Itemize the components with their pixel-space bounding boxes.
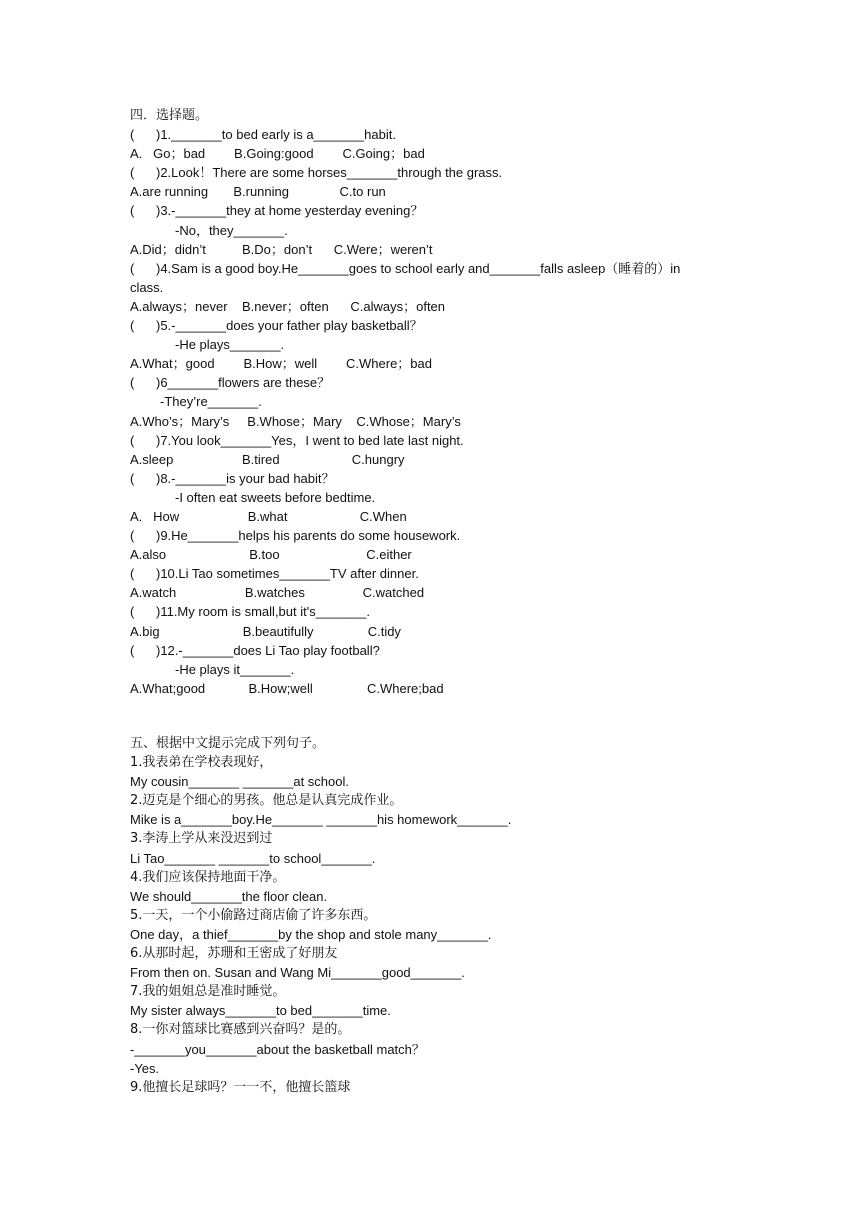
chinese-prompt-line: 9.他擅长足球吗？一一不，他擅长篮球 (130, 1079, 351, 1095)
english-sentence-line: From then on. Susan and Wang Mi_______good_______. (130, 965, 465, 981)
english-sentence-line: One day，a thief_______by the shop and stole many_______. (130, 926, 492, 942)
question-line: ( )6_______flowers are these？ (130, 375, 331, 391)
question-line: ( )8.-_______is your bad habit？ (130, 470, 335, 486)
english-sentence-line: My cousin_______ _______at school. (130, 774, 349, 790)
chinese-prompt-line: 6.从那时起，苏珊和王密成了好朋友 (130, 946, 338, 962)
question-line: A.always；never B.never；often C.always；often (130, 298, 446, 314)
question-line: A.sleep B.tired C.hungry (130, 451, 405, 467)
question-line: ( )3.-_______they at home yesterday evening？ (130, 203, 424, 219)
chinese-prompt-line: 4.我们应该保持地面干净。 (130, 869, 286, 885)
question-list (130, 125, 750, 698)
chinese-prompt-line: 8.一你对篮球比赛感到兴奋吗？是的。 (130, 1022, 351, 1038)
chinese-prompt-line: 5.一天，一个小偷路过商店偷了许多东西。 (130, 907, 377, 923)
english-sentence-line: -_______you_______about the basketball match？ (130, 1041, 425, 1057)
question-line: A. Go；bad B.Going:good C.Going；bad (130, 146, 425, 162)
question-line: A.Who’s；Mary’s B.Whose；Mary C.Whose；Mary’s (130, 413, 461, 429)
english-sentence-line: We should_______the floor clean. (130, 888, 328, 904)
question-line: ( )12.-_______does Li Tao play football? (130, 642, 380, 658)
question-line: A.What；good B.How；well C.Where；bad (130, 356, 432, 372)
chinese-prompt-line: 1.我表弟在学校表现好， (130, 755, 273, 771)
section-heading: 四．选择题。 (130, 108, 209, 123)
chinese-prompt-line: 7.我的姐姐总是准时睡觉。 (130, 984, 286, 1000)
question-line: A.watch B.watches C.watched (130, 585, 425, 601)
question-line: A.Did；didn’t B.Do；don’t C.Were；weren’t (130, 241, 433, 257)
question-line: ( )7.You look_______Yes，I went to bed late last night. (130, 432, 464, 448)
question-line: A.big B.beautifully C.tidy (130, 623, 401, 639)
question-line: class. (130, 279, 164, 295)
section-multiple-choice (130, 106, 750, 698)
question-line: ( )1._______to bed early is a_______habit. (130, 127, 396, 143)
question-line: -No，they_______. (175, 222, 288, 238)
question-line: ( )2.Look！There are some horses_______through the grass. (130, 165, 503, 181)
section-heading: 五、根据中文提示完成下列句子。 (130, 736, 326, 751)
chinese-prompt-line: 2.迈克是个细心的男孩。他总是认真完成作业。 (130, 793, 403, 809)
question-line: -He plays it_______. (175, 661, 295, 677)
question-line: -He plays_______. (175, 337, 285, 353)
chinese-prompt-line: 3.李涛上学从来没迟到过 (130, 831, 273, 847)
question-line: A.What;good B.How;well C.Where;bad (130, 680, 444, 696)
question-line: A. How B.what C.When (130, 508, 407, 524)
question-line: -They’re_______. (160, 394, 262, 410)
question-line: ( )4.Sam is a good boy.He_______goes to school early and_______falls asleep（睡着的）in (130, 260, 681, 276)
english-sentence-line: Li Tao_______ _______to school_______. (130, 850, 376, 866)
question-line: A.also B.too C.either (130, 547, 412, 563)
english-sentence-line: Mike is a_______boy.He_______ _______his homework_______. (130, 812, 512, 828)
question-line: A.are running B.running C.to run (130, 184, 386, 200)
question-line: ( )11.My room is small,but it's_______. (130, 604, 370, 620)
sentence-list (130, 753, 750, 1097)
section-complete-sentences (130, 734, 750, 1097)
question-line: ( )5.-_______does your father play basketball？ (130, 318, 423, 334)
question-line: ( )10.Li Tao sometimes_______TV after dinner. (130, 566, 419, 582)
question-line: ( )9.He_______helps his parents do some housework. (130, 528, 461, 544)
english-sentence-line: -Yes. (130, 1060, 160, 1076)
question-line: -I often eat sweets before bedtime. (175, 489, 376, 505)
english-sentence-line: My sister always_______to bed_______time. (130, 1003, 391, 1019)
